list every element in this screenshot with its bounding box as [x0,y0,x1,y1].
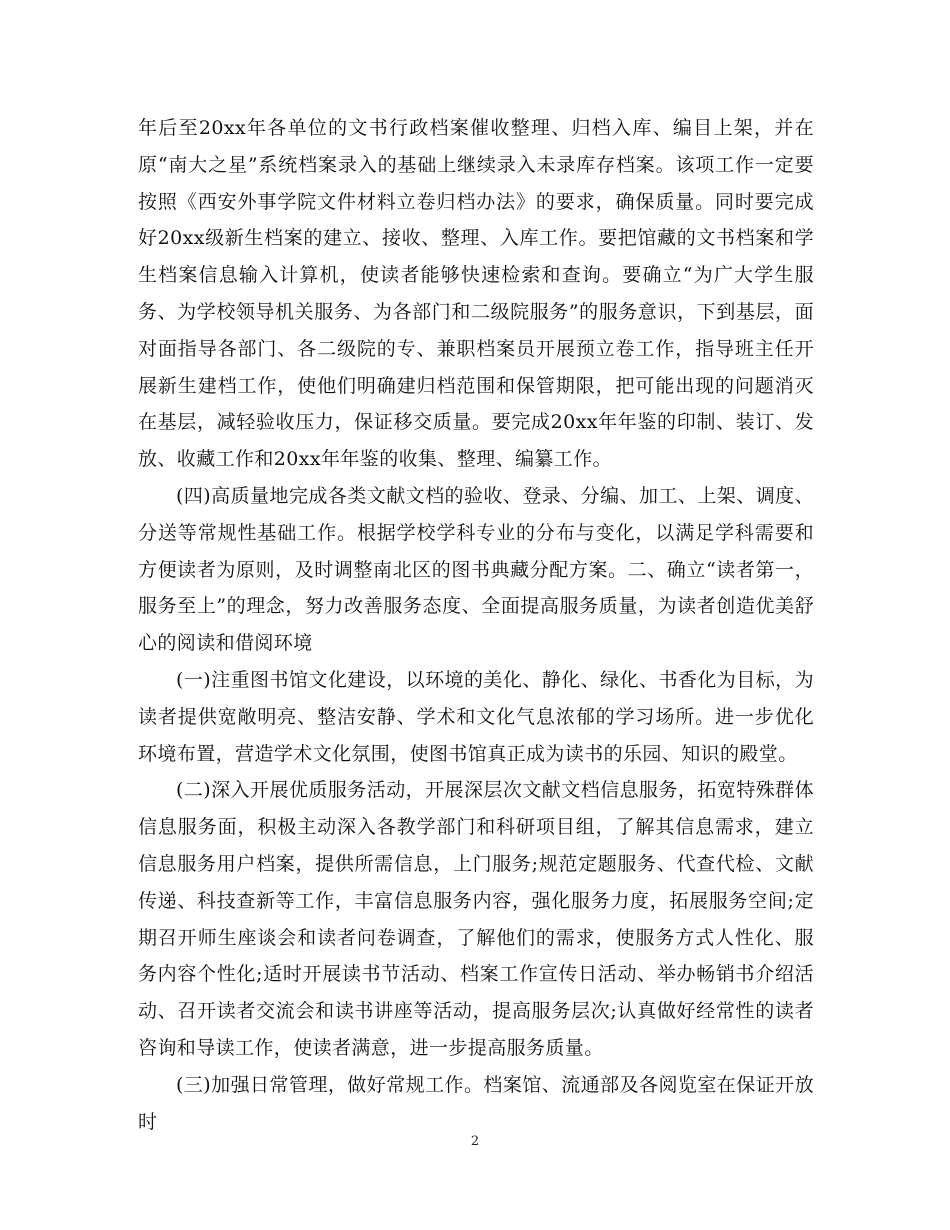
paragraph-section-four: (四)高质量地完成各类文献文档的验收、登录、分编、加工、上架、调度、分送等常规性基础工作。根据学校学科专业的分布与变化，以满足学科需要和方便读者为原则，及时调整南北区的图书典藏分配方案。二、确立“读者第一，服务至上”的理念，努力改善服务态度、全面提高服务质量，为读者创造优美舒心的阅读和借阅环境 [138,484,814,655]
paragraph-section-two-service: (二)深入开展优质服务活动，开展深层次文献文档信息服务，拓宽特殊群体信息服务面，积极主动深入各教学部门和科研项目组，了解其信息需求，建立信息服务用户档案，提供所需信息，上门服务;规范定题服务、代查代检、文献传递、科技查新等工作，丰富信息服务内容，强化服务力度，拓展服务空间;定期召开师生座谈会和读者问卷调查，了解他们的需求，使服务方式人性化、服务内容个性化;适时开展读书节活动、档案工作宣传日活动、举办畅销书介绍活动、召开读者交流会和读书讲座等活动，提高服务层次;认真做好经常性的读者咨询和导读工作，使读者满意，进一步提高服务质量。 [138,779,814,1059]
paragraph-section-one-culture: (一)注重图书馆文化建设，以环境的美化、静化、绿化、书香化为目标，为读者提供宽敞明亮、整洁安静、学术和文化气息浓郁的学习场所。进一步优化环境布置，营造学术文化氛围，使图书馆真正成为读书的乐园、知识的殿堂。 [138,668,814,765]
document-body [138,110,814,1140]
paragraph-section-three-management: (三)加强日常管理，做好常规工作。档案馆、流通部及各阅览室在保证开放时 [138,1073,814,1133]
page-number: 2 [470,1134,480,1149]
paragraph-archives-continued: 年后至20xx年各单位的文书行政档案催收整理、归档入库、编目上架，并在原“南大之星”系统档案录入的基础上继续录入未录库存档案。该项工作一定要按照《西安外事学院文件材料立卷归档办法》的要求，确保质量。同时要完成好20xx级新生档案的建立、接收、整理、入库工作。要把馆藏的文书档案和学生档案信息输入计算机，使读者能够快速检索和查询。要确立“为广大学生服务、为学校领导机关服务、为各部门和二级院服务”的服务意识，下到基层，面对面指导各部门、各二级院的专、兼职档案员开展预立卷工作，指导班主任开展新生建档工作，使他们明确建归档范围和保管期限，把可能出现的问题消灭在基层，减轻验收压力，保证移交质量。要完成20xx年年鉴的印制、装订、发放、收藏工作和20xx年年鉴的收集、整理、编纂工作。 [138,117,814,471]
